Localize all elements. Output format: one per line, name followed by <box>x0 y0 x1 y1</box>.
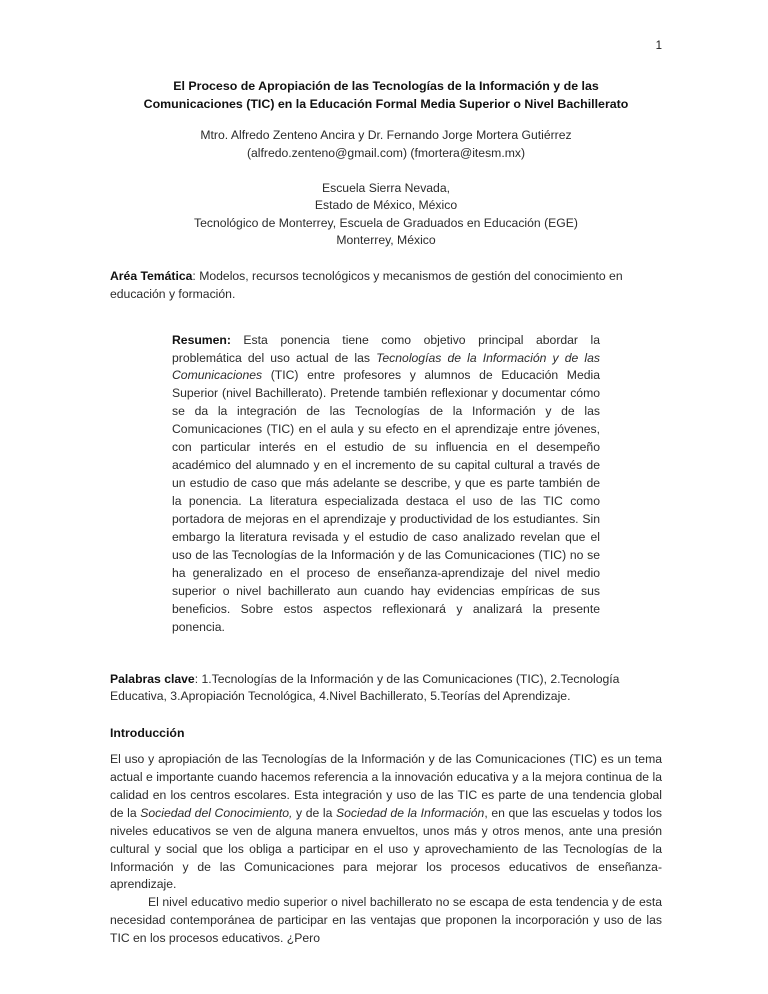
intro-p1-part-1: El uso y apropiación de las Tecnologías de la Información y de las Comunicaciones (TIC) es un tema actual e importante cuando hacemos referencia a la innovación educativa y a la mejora continua de la calidad en los centros escolares. Esta integración y uso de las TIC es parte de una tendencia global de la <box>110 751 662 820</box>
affiliation-block <box>110 180 662 249</box>
keywords-text: 1.Tecnologías de la Información y de las Comunicaciones (TIC), 2.Tecnología Educativa, 3.Apropiación Tecnológica, 4.Nivel Bachillerato, 5.Teorías del Aprendizaje. <box>110 671 620 704</box>
keywords-block <box>110 671 662 706</box>
authors-block <box>110 127 662 162</box>
intro-p1-part-3: , en que las escuelas y todos los niveles educativos se ven de alguna manera envueltos, unos más y otros menos, ante una presión cultural y social que los obliga a participar en el uso y aprovechamiento de las Tecnologías de la Información y de las Comunicaciones para mejorar los procesos educativos de enseñanza-aprendizaje. <box>110 805 662 892</box>
thematic-area-separator: : <box>192 269 200 284</box>
intro-p1-italic-1: Sociedad del Conocimiento, <box>140 805 293 820</box>
abstract-label: Resumen: <box>172 332 231 347</box>
page-number: 1 <box>655 40 662 52</box>
page-title: El Proceso de Apropiación de las Tecnologías de la Información y de las Comunicaciones (TIC) en la Educación Formal Media Superior o Nivel Bachillerato <box>143 79 629 111</box>
abstract-text-part-1: Esta ponencia tiene como objetivo principal abordar la problemática del uso actual de las <box>172 332 600 365</box>
abstract-italic-phrase-1: Tecnologías de la Información y de las Comunicaciones <box>172 350 600 383</box>
thematic-area-text: Modelos, recursos tecnológicos y mecanismos de gestión del conocimiento en educación y formación. <box>110 269 623 301</box>
affiliation-line-3: Tecnológico de Monterrey, Escuela de Graduados en Educación (EGE) <box>194 215 578 230</box>
authors-emails-line: (alfredo.zenteno@gmail.com) (fmortera@itesm.mx) <box>246 145 526 160</box>
introduction-paragraph-1 <box>110 751 662 895</box>
keywords-label: Palabras clave <box>110 671 195 686</box>
thematic-area <box>110 268 662 303</box>
abstract-block <box>172 332 600 637</box>
intro-p1-italic-2: Sociedad de la Información <box>336 805 485 820</box>
affiliation-line-2: Estado de México, México <box>314 198 458 213</box>
keywords-separator: : <box>194 671 202 686</box>
authors-line: Mtro. Alfredo Zenteno Ancira y Dr. Fernando Jorge Mortera Gutiérrez <box>200 128 572 143</box>
affiliation-line-1: Escuela Sierra Nevada, <box>321 180 451 195</box>
abstract-text-part-2: (TIC) entre profesores y alumnos de Educación Media Superior (nivel Bachillerato). Pretende también reflexionar y documentar cómo se da la integración de las Tecnologías de la Información y de las Comunicaciones (TIC) en el aula y su efecto en el aprendizaje entre jóvenes, con particular interés en el estudio de su influencia en el desempeño académico del alumnado y en el incremento de su capital cultural a través de un estudio de caso que más adelante se describe, y que es parte también de la ponencia. La literatura especializada destaca el uso de las TIC como portadora de mejoras en el aprendizaje y productividad de los estudiantes. Sin embargo la literatura revisada y el estudio de caso analizado revelan que el uso de las Tecnologías de la Información y de las Comunicaciones (TIC) no se ha generalizado en el proceso de enseñanza-aprendizaje del nivel medio superior o nivel bachillerato aun cuando hay evidencias empíricas de sus beneficios. Sobre estos aspectos reflexionará y analizará la presente ponencia. <box>172 368 600 634</box>
intro-p1-part-2: y de la <box>292 805 336 820</box>
introduction-paragraph-2: El nivel educativo medio superior o nivel bachillerato no se escapa de esta tendencia y de esta necesidad contemporánea de participar en las ventajas que proponen la incorporación y uso de las TIC en los procesos educativos. ¿Pero <box>110 895 662 946</box>
section-heading-introduccion: Introducción <box>110 725 185 740</box>
thematic-area-label: Aréa Temática <box>110 269 193 284</box>
document-content <box>110 78 662 948</box>
affiliation-line-4: Monterrey, México <box>336 232 436 247</box>
